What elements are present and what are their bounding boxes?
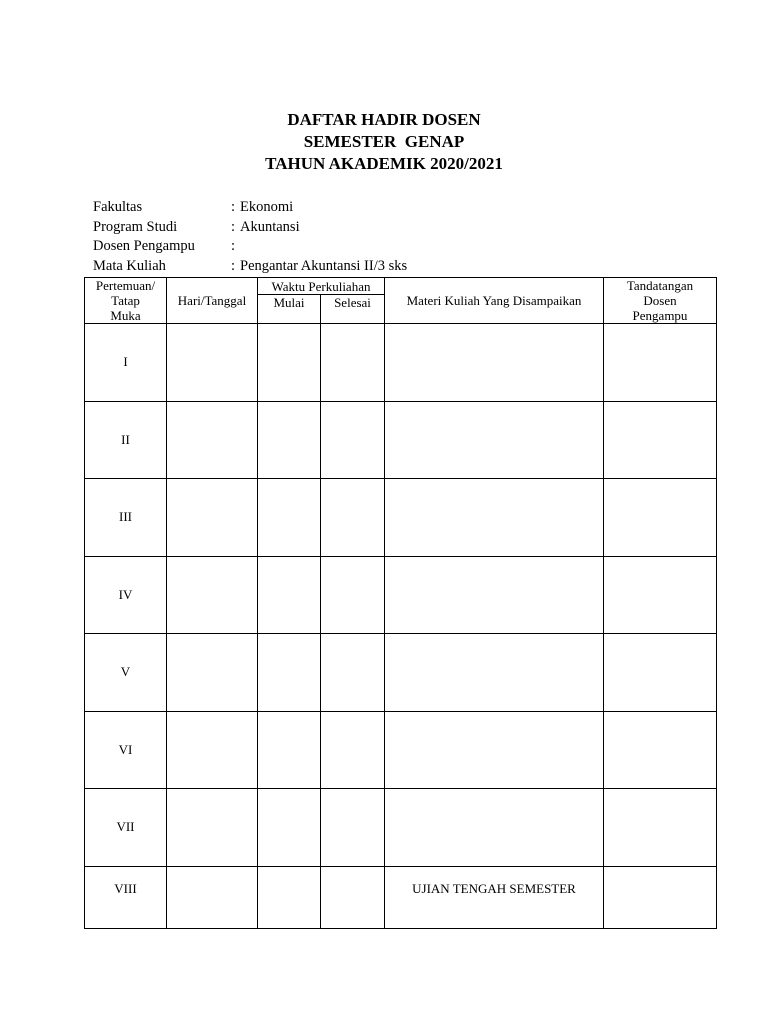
cell-materi — [385, 556, 604, 634]
header-pertemuan-line2: Tatap — [111, 293, 140, 308]
cell-mulai — [258, 711, 321, 789]
cell-pertemuan: II — [85, 401, 167, 479]
info-value: Pengantar Akuntansi II/3 sks — [240, 257, 408, 274]
header-pertemuan — [85, 278, 167, 324]
info-row-dosen-pengampu — [93, 237, 407, 257]
title-line-1: DAFTAR HADIR DOSEN — [287, 110, 481, 129]
cell-selesai — [321, 789, 385, 867]
cell-mulai — [258, 479, 321, 557]
info-separator: : — [231, 199, 236, 215]
cell-tandatangan — [604, 556, 717, 634]
course-info — [93, 198, 407, 276]
cell-selesai — [321, 711, 385, 789]
info-value: Akuntansi — [240, 218, 300, 235]
cell-pertemuan: III — [85, 479, 167, 557]
cell-tandatangan — [604, 324, 717, 402]
info-separator: : — [231, 238, 236, 254]
table-row — [85, 479, 717, 557]
info-row-mata-kuliah — [93, 257, 407, 277]
cell-hari-tanggal — [167, 401, 258, 479]
table-row — [85, 789, 717, 867]
cell-materi — [385, 324, 604, 402]
cell-hari-tanggal — [167, 789, 258, 867]
header-hari-tanggal: Hari/Tanggal — [167, 278, 258, 324]
cell-mulai — [258, 324, 321, 402]
cell-pertemuan: V — [85, 634, 167, 712]
cell-selesai — [321, 866, 385, 928]
cell-pertemuan: VII — [85, 789, 167, 867]
document-title — [0, 109, 768, 175]
header-pertemuan-line1: Pertemuan/ — [95, 278, 156, 293]
cell-tandatangan — [604, 866, 717, 928]
cell-mulai — [258, 556, 321, 634]
cell-mulai — [258, 789, 321, 867]
header-materi: Materi Kuliah Yang Disampaikan — [385, 278, 604, 324]
table-row — [85, 401, 717, 479]
info-label: Fakultas — [93, 199, 143, 215]
table-row — [85, 556, 717, 634]
info-separator: : — [231, 257, 236, 274]
cell-selesai — [321, 634, 385, 712]
cell-selesai — [321, 479, 385, 557]
header-mulai: Mulai — [258, 295, 321, 324]
cell-tandatangan — [604, 634, 717, 712]
cell-materi — [385, 711, 604, 789]
cell-materi — [385, 789, 604, 867]
title-line-3: TAHUN AKADEMIK 2020/2021 — [265, 154, 503, 173]
header-selesai: Selesai — [321, 295, 385, 324]
info-row-fakultas — [93, 198, 407, 218]
cell-pertemuan: VIII — [85, 866, 167, 928]
info-label: Program Studi — [93, 218, 178, 235]
cell-mulai — [258, 634, 321, 712]
cell-hari-tanggal — [167, 711, 258, 789]
cell-tandatangan — [604, 789, 717, 867]
table-row — [85, 324, 717, 402]
cell-hari-tanggal — [167, 556, 258, 634]
header-pertemuan-line3: Muka — [110, 308, 141, 323]
info-row-program-studi — [93, 218, 407, 238]
cell-materi: UJIAN TENGAH SEMESTER — [385, 866, 604, 928]
cell-mulai — [258, 401, 321, 479]
attendance-table — [84, 277, 717, 929]
cell-pertemuan: I — [85, 324, 167, 402]
info-label: Mata Kuliah — [93, 257, 166, 274]
cell-pertemuan: VI — [85, 711, 167, 789]
cell-tandatangan — [604, 711, 717, 789]
header-tandatangan — [604, 278, 717, 324]
info-value: Ekonomi — [240, 199, 294, 215]
header-tandatangan-line3: Pengampu — [632, 308, 688, 323]
table-row — [85, 634, 717, 712]
header-waktu-perkuliahan: Waktu Perkuliahan — [258, 278, 385, 295]
cell-hari-tanggal — [167, 324, 258, 402]
cell-tandatangan — [604, 479, 717, 557]
header-tandatangan-line1: Tandatangan — [626, 278, 694, 293]
cell-selesai — [321, 324, 385, 402]
cell-materi — [385, 634, 604, 712]
cell-hari-tanggal — [167, 634, 258, 712]
cell-hari-tanggal — [167, 866, 258, 928]
header-tandatangan-line2: Dosen — [643, 293, 677, 308]
info-label: Dosen Pengampu — [93, 238, 195, 254]
table-row — [85, 866, 717, 928]
cell-pertemuan: IV — [85, 556, 167, 634]
cell-materi — [385, 401, 604, 479]
cell-tandatangan — [604, 401, 717, 479]
table-row — [85, 711, 717, 789]
cell-materi — [385, 479, 604, 557]
title-line-2: SEMESTER GENAP — [303, 132, 465, 151]
cell-hari-tanggal — [167, 479, 258, 557]
cell-selesai — [321, 401, 385, 479]
info-separator: : — [231, 218, 236, 235]
cell-mulai — [258, 866, 321, 928]
cell-selesai — [321, 556, 385, 634]
